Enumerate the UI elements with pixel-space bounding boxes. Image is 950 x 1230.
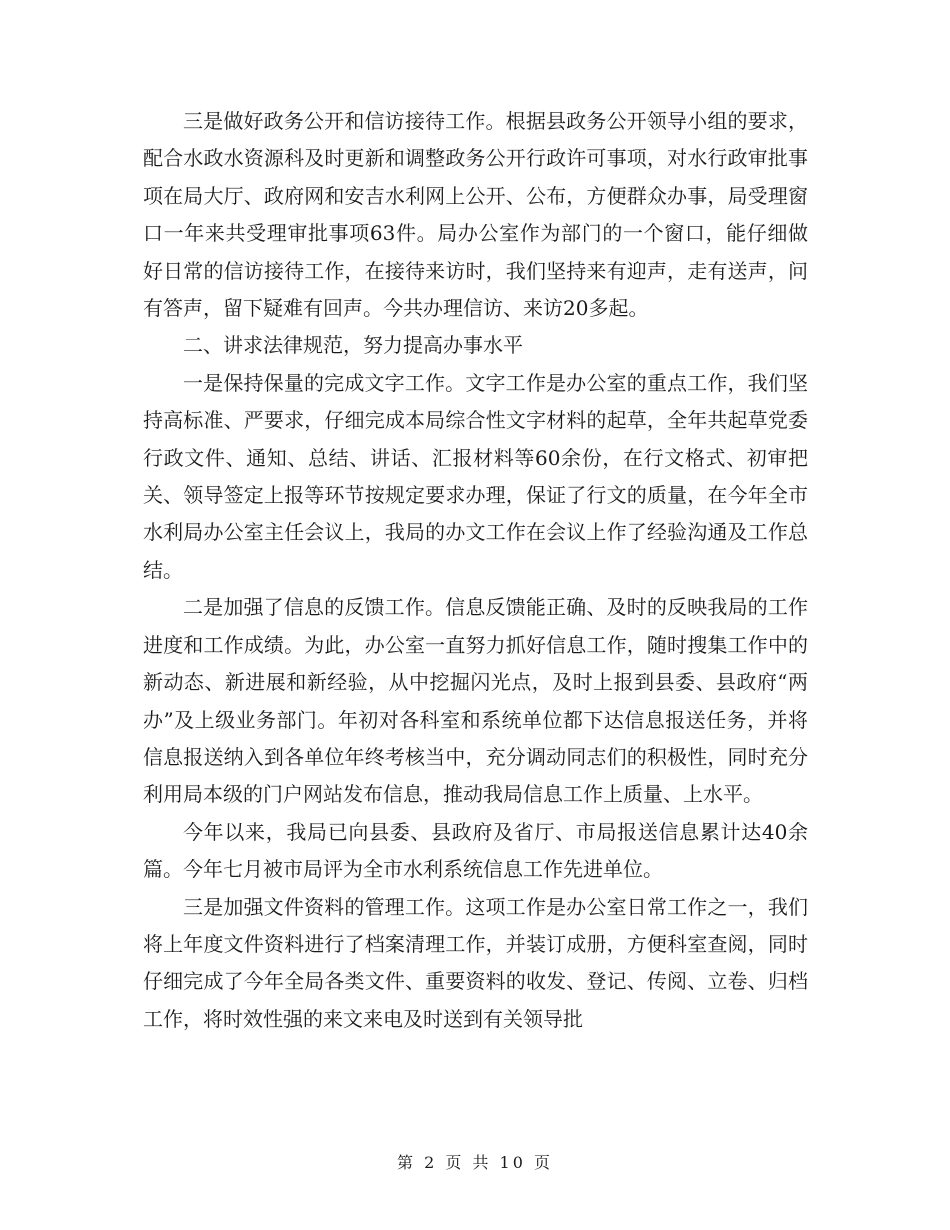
paragraph-info-disclosure: 三是做好政务公开和信访接待工作。根据县政务公开领导小组的要求，配合水政水资源科及时更新和调整政务公开行政许可事项，对水行政审批事项在局大厅、政府网和安吉水利网上公开、公布，方便群众办事，局受理窗口一年来共受理审批事项63件。局办公室作为部门的一个窗口，能仔细做好日常的信访接待工作，在接待来访时，我们坚持来有迎声，走有送声，问有答声，留下疑难有回声。今共办理信访、来访20多起。 xyxy=(143,109,808,321)
paragraph-document-management: 三是加强文件资料的管理工作。这项工作是办公室日常工作之一，我们将上年度文件资料进行了档案清理工作，并装订成册，方便科室查阅，同时仔细完成了今年全局各类文件、重要资料的收发、登记、传阅、立卷、归档工作，将时效性强的来文来电及时送到有关领导批 xyxy=(143,894,808,1031)
page-number-footer: 第 2 页 共 10 页 xyxy=(397,1153,553,1172)
paragraph-information-feedback: 二是加强了信息的反馈工作。信息反馈能正确、及时的反映我局的工作进度和工作成绩。为此，办公室一直努力抓好信息工作，随时搜集工作中的新动态、新进展和新经验，从中挖掘闪光点，及时上报到县委、县政府“两办”及上级业务部门。年初对各科室和系统单位都下达信息报送任务，并将信息报送纳入到各单位年终考核当中，充分调动同志们的积极性，同时充分利用局本级的门户网站发布信息，推动我局信息工作上质量、上水平。 xyxy=(143,595,808,807)
section-heading-legal-standards: 二、讲求法律规范，努力提高办事水平 xyxy=(183,333,523,358)
paragraph-writing-work: 一是保持保量的完成文字工作。文字工作是办公室的重点工作，我们坚持高标准、严要求，仔细完成本局综合性文字材料的起草，全年共起草党委行政文件、通知、总结、讲话、汇报材料等60余份，在行文格式、初审把关、领导签定上报等环节按规定要求办理，保证了行文的质量，在今年全市水利局办公室主任会议上，我局的办文工作在会议上作了经验沟通及工作总结。 xyxy=(143,370,808,582)
document-body xyxy=(143,103,808,1038)
paragraph-info-submitted: 今年以来，我局已向县委、县政府及省厅、市局报送信息累计达40余篇。今年七月被市局评为全市水利系统信息工作先进单位。 xyxy=(143,819,808,882)
